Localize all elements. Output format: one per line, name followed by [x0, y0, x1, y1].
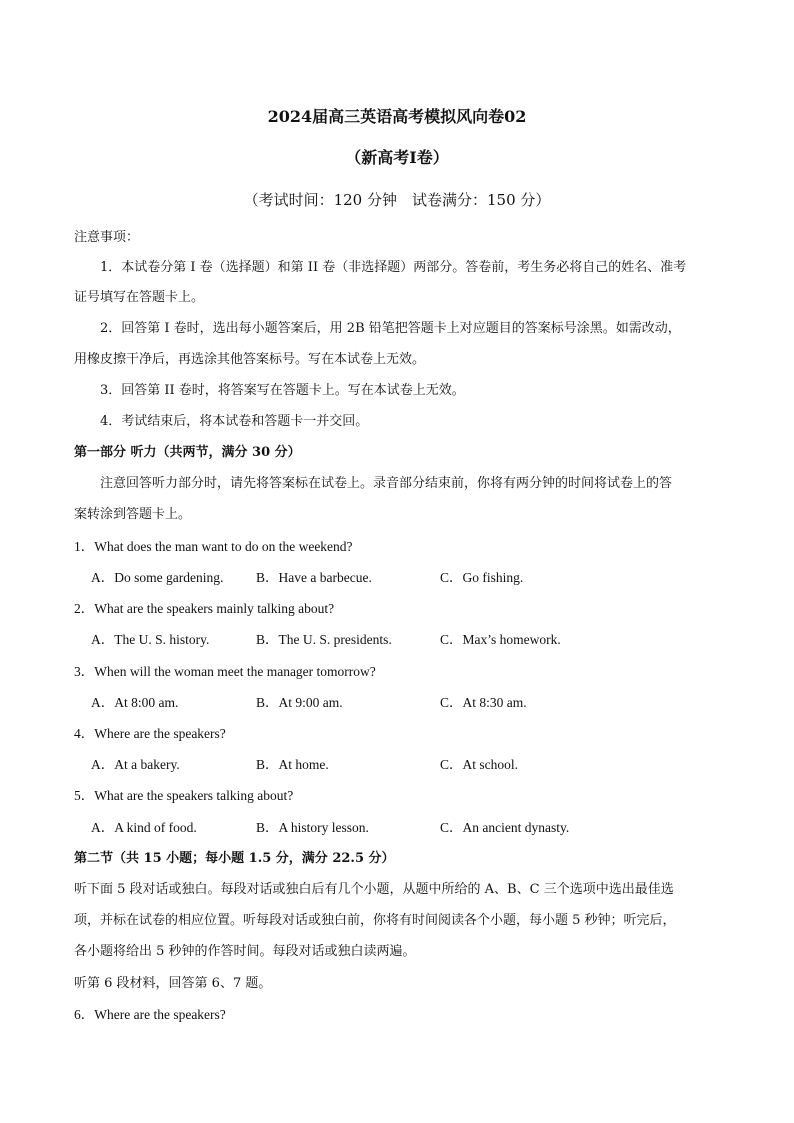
- question-2: 2．What are the speakers mainly talking about?: [74, 601, 335, 616]
- question-3-option-a: A．At 8:00 am.: [91, 695, 179, 710]
- notice-item-2-line-2: 用橡皮擦干净后，再选涂其他答案标号。写在本试卷上无效。: [74, 352, 426, 367]
- question-5: 5．What are the speakers talking about?: [74, 788, 294, 803]
- question-3-option-b: B．At 9:00 am.: [256, 695, 343, 710]
- notice-item-4: 4．考试结束后，将本试卷和答题卡一并交回。: [100, 414, 369, 429]
- question-1-option-b: B．Have a barbecue.: [256, 570, 372, 585]
- question-2-option-b: B．The U. S. presidents.: [256, 632, 392, 647]
- notice-heading: 注意事项：: [74, 230, 140, 245]
- exam-info: （考试时间：120 分钟 试卷满分：150 分）: [243, 191, 551, 209]
- part1-intro-line-1: 注意回答听力部分时，请先将答案标在试卷上。录音部分结束前，你将有两分钟的时间将试卷上的答: [100, 476, 673, 491]
- question-4-option-c: C．At school.: [440, 757, 519, 772]
- question-1-option-a: A．Do some gardening.: [91, 570, 224, 585]
- question-4-option-a: A．At a bakery.: [91, 757, 180, 772]
- notice-item-1-line-2: 证号填写在答题卡上。: [74, 290, 205, 305]
- part1-heading: 第一部分 听力（共两节，满分 30 分）: [74, 445, 301, 460]
- page-title: 2024届高三英语高考模拟风向卷02: [267, 107, 527, 126]
- question-4: 4．Where are the speakers?: [74, 726, 226, 741]
- question-3-option-c: C．At 8:30 am.: [440, 695, 527, 710]
- question-2-option-a: A．The U. S. history.: [91, 632, 210, 647]
- question-5-option-c: C．An ancient dynasty.: [440, 820, 570, 835]
- section2-heading: 第二节（共 15 小题；每小题 1.5 分，满分 22.5 分）: [74, 851, 395, 866]
- section2-intro-line-3: 各小题将给出 5 秒钟的作答时间。每段对话或独白读两遍。: [74, 944, 416, 959]
- part1-intro-line-2: 案转涂到答题卡上。: [74, 507, 192, 522]
- notice-item-2-line-1: 2．回答第 I 卷时，选出每小题答案后，用 2B 铅笔把答题卡上对应题目的答案标号涂黑。如需改动，: [100, 321, 681, 336]
- question-5-option-a: A．A kind of food.: [91, 820, 197, 835]
- question-2-option-c: C．Max’s homework.: [440, 632, 561, 647]
- material-6-instruction: 听第 6 段材料，回答第 6、7 题。: [74, 976, 272, 991]
- question-4-option-b: B．At home.: [256, 757, 329, 772]
- notice-item-1-line-1: 1．本试卷分第 I 卷（选择题）和第 II 卷（非选择题）两部分。答卷前，考生务必将自己的姓名、准考: [100, 260, 687, 275]
- question-1-option-c: C．Go fishing.: [440, 570, 524, 585]
- page-subtitle: （新高考I卷）: [345, 148, 449, 167]
- notice-item-3: 3．回答第 II 卷时，将答案写在答题卡上。写在本试卷上无效。: [100, 383, 465, 398]
- question-5-option-b: B．A history lesson.: [256, 820, 369, 835]
- section2-intro-line-1: 听下面 5 段对话或独白。每段对话或独白后有几个小题，从题中所给的 A、B、C 三个选项中选出最佳选: [74, 882, 674, 897]
- question-1: 1．What does the man want to do on the weekend?: [74, 539, 353, 554]
- question-6: 6．Where are the speakers?: [74, 1007, 226, 1022]
- question-3: 3．When will the woman meet the manager tomorrow?: [74, 664, 376, 679]
- section2-intro-line-2: 项，并标在试卷的相应位置。听每段对话或独白前，你将有时间阅读各个小题，每小题 5 秒钟；听完后，: [74, 913, 676, 928]
